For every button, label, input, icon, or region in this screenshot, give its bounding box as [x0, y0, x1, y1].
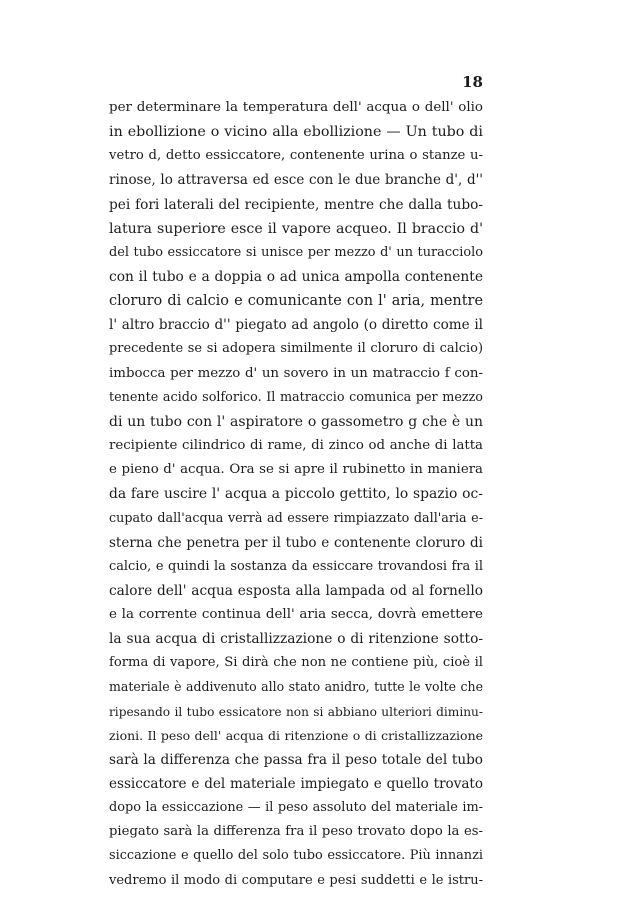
- text-line: per determinare la temperatura dell' acqua o dell' olio: [109, 100, 483, 115]
- text-line: pei fori laterali del recipiente, mentre che dalla tubo-: [109, 196, 483, 213]
- text-line: rinose, lo attraversa ed esce con le due branche d', d'': [109, 172, 483, 189]
- text-line: precedente se si adopera similmente il cloruro di calcio): [109, 341, 483, 357]
- text-line: e la corrente continua dell' aria secca, dovrà emettere: [109, 606, 483, 622]
- text-line: siccazione e quello del solo tubo essiccatore. Più innanzi: [109, 848, 483, 864]
- text-line: sarà la differenza che passa fra il peso totale del tubo: [109, 751, 483, 768]
- text-line: cupato dall'acqua verrà ad essere rimpiazzato dall'aria e-: [109, 510, 483, 526]
- text-line: e pieno d' acqua. Ora se si apre il rubinetto in maniera: [109, 462, 483, 478]
- text-line: l' altro braccio d'' piegato ad angolo (o diretto come il: [109, 317, 483, 334]
- text-line: sterna che penetra per il tubo e contenente cloruro di: [109, 534, 483, 551]
- text-line: di un tubo con l' aspiratore o gassometro g che è un: [109, 413, 483, 430]
- text-line: latura superiore esce il vapore acqueo. Il braccio d': [109, 220, 483, 237]
- text-line: recipiente cilindrico di rame, di zinco od anche di latta: [109, 437, 483, 453]
- page-number: 18: [462, 73, 483, 91]
- text-line: zioni. Il peso dell' acqua di ritenzione o di cristallizzazione: [109, 727, 483, 743]
- text-line: da fare uscire l' acqua a piccolo gettito, lo spazio oc-: [109, 486, 483, 503]
- text-line: cloruro di calcio e comunicante con l' aria, mentre: [109, 293, 483, 310]
- text-line: calore dell' acqua esposta alla lampada od al fornello: [109, 582, 483, 599]
- text-line: calcio, e quindi la sostanza da essiccare trovandosi fra il: [109, 558, 483, 574]
- text-line: dopo la essiccazione — il peso assoluto del materiale im-: [109, 800, 483, 816]
- text-line: essiccatore e del materiale impiegato e quello trovato: [109, 775, 483, 792]
- text-line: materiale è addivenuto allo stato anidro, tutte le volte che: [109, 679, 483, 695]
- body-text: [109, 96, 483, 893]
- text-line: vedremo il modo di computare e pesi suddetti e le istru-: [109, 872, 483, 888]
- text-line: forma di vapore, Si dirà che non ne contiene più, cioè il: [109, 655, 483, 671]
- text-line: in ebollizione o vicino alla ebollizione — Un tubo di: [109, 124, 483, 141]
- text-line: ripesando il tubo essicatore non si abbiano ulteriori diminu-: [109, 704, 483, 719]
- text-line: vetro d, detto essiccatore, contenente urina o stanze u-: [109, 148, 483, 164]
- text-line: tenente acido solforico. Il matraccio comunica per mezzo: [109, 389, 483, 405]
- text-line: con il tubo e a doppia o ad unica ampolla contenente: [109, 268, 483, 285]
- text-line: del tubo essiccatore si unisce per mezzo d' un turacciolo: [109, 244, 483, 260]
- text-line: imbocca per mezzo d' un sovero in un matraccio f con-: [109, 365, 483, 381]
- text-line: piegato sarà la differenza fra il peso trovato dopo la es-: [109, 824, 483, 840]
- text-line: la sua acqua di cristallizzazione o di ritenzione sotto-: [109, 631, 483, 648]
